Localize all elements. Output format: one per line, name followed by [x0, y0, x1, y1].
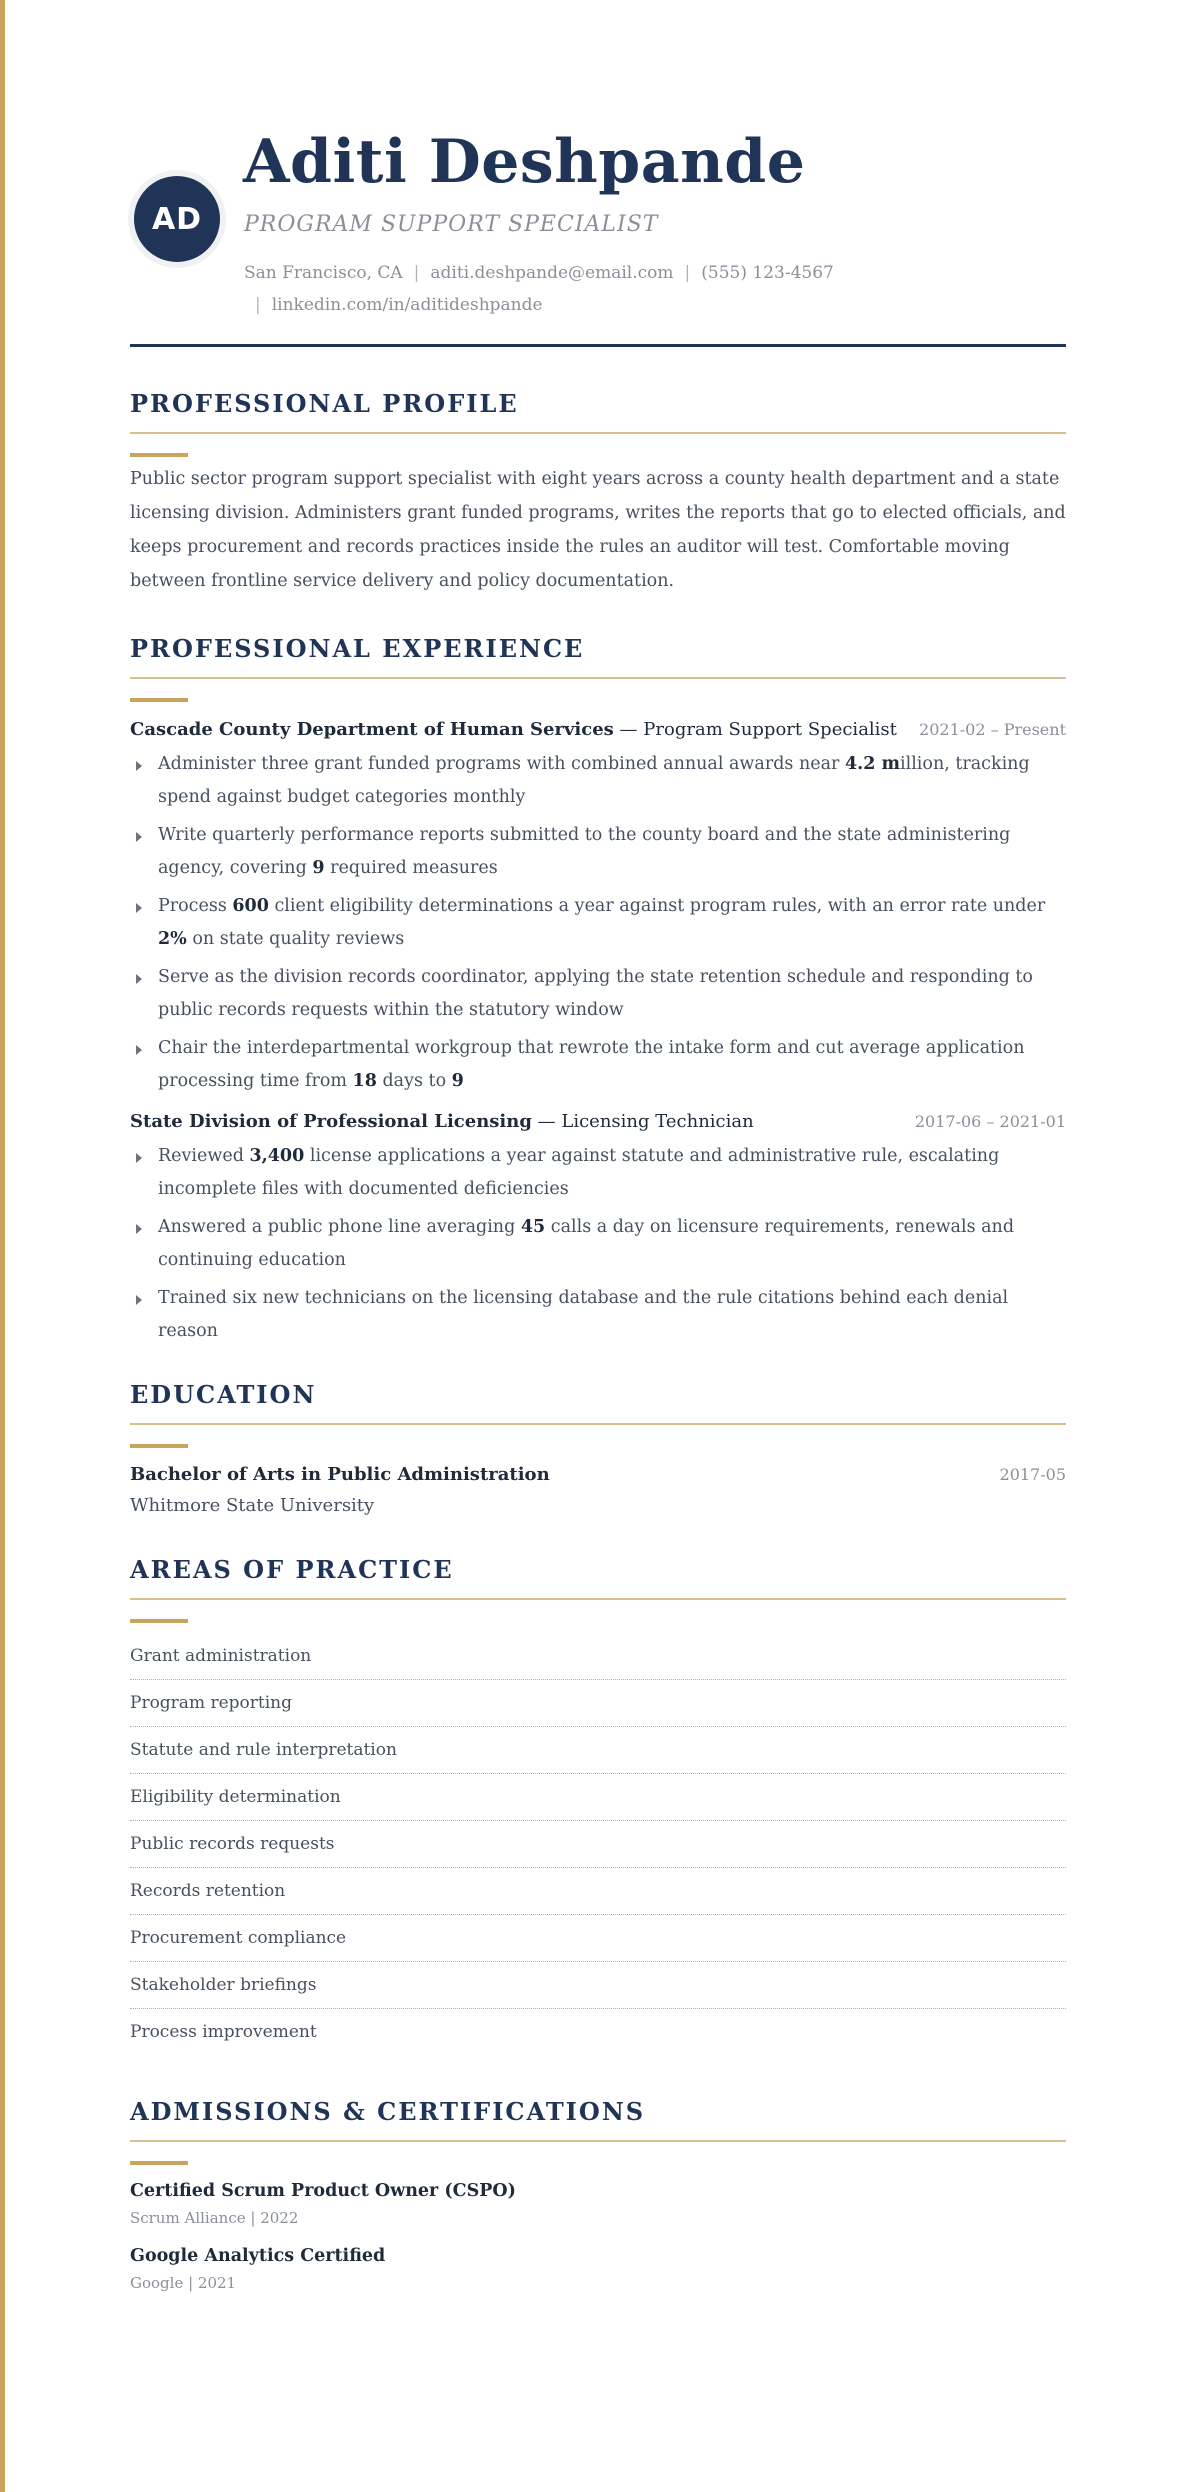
section-accent-bar	[130, 2161, 188, 2165]
section-title: PROFESSIONAL PROFILE	[130, 389, 519, 418]
bullet-text: Reviewed	[158, 1146, 250, 1166]
certification-meta: Scrum Alliance | 2022	[130, 2209, 299, 2227]
job-bullet	[130, 819, 1066, 885]
bullet-metric: 4.2 m	[844, 754, 901, 774]
section-education	[130, 1378, 1066, 1523]
list-item: Public records requests	[130, 1821, 1066, 1868]
job-header	[130, 1108, 1066, 1136]
certification-entry	[130, 2241, 1066, 2295]
resume-header	[130, 0, 1066, 347]
bullet-text: calls a day on licensure requirements, renewals and continuing education	[158, 1217, 1015, 1270]
job-header	[130, 716, 1066, 744]
list-item: Stakeholder briefings	[130, 1962, 1066, 2009]
section-divider	[130, 677, 1066, 679]
bullet-text: Administer three grant funded programs with combined annual awards near	[158, 754, 845, 774]
certification-meta: Google | 2021	[130, 2274, 237, 2292]
job-dates: 2017-06 – 2021-01	[914, 1112, 1066, 1131]
bullet-text: Process	[158, 896, 233, 916]
contact-phone: (555) 123-4567	[701, 263, 834, 283]
section-certifications	[130, 2095, 1066, 2295]
section-accent-bar	[130, 698, 188, 702]
list-item: Records retention	[130, 1868, 1066, 1915]
bullet-metric: 45	[520, 1217, 546, 1237]
list-item: Grant administration	[130, 1633, 1066, 1680]
bullet-text: Chair the interdepartmental workgroup that rewrote the intake form and cut average application processing time from	[158, 1038, 1025, 1091]
list-item: Process improvement	[130, 2022, 317, 2042]
education-degree: Bachelor of Arts in Public Administration	[130, 1464, 550, 1485]
section-accent-bar	[130, 1444, 188, 1448]
contact-info-line-2	[244, 293, 543, 317]
bullet-triangle-icon	[136, 1153, 142, 1163]
bullet-text: license applications a year against statute and administrative rule, escalating incomplete files with documented deficiencies	[158, 1146, 1000, 1199]
contact-separator: |	[684, 263, 691, 283]
job-role: Program Support Specialist	[643, 719, 897, 740]
list-item: Procurement compliance	[130, 1915, 1066, 1962]
job-bullet	[130, 1140, 1066, 1206]
job-bullet	[130, 748, 1066, 814]
section-divider	[130, 432, 1066, 434]
section-divider	[130, 2140, 1066, 2142]
avatar	[128, 170, 226, 268]
bullet-text: required measures	[324, 858, 498, 878]
bullet-metric: 9	[312, 858, 325, 878]
section-accent-bar	[130, 453, 188, 457]
bullet-metric: 18	[352, 1071, 377, 1091]
section-experience	[130, 632, 1066, 1348]
avatar-initials: AD	[134, 176, 220, 262]
section-divider	[130, 1598, 1066, 1600]
list-item: Eligibility determination	[130, 1774, 1066, 1821]
job-dates: 2021-02 – Present	[919, 720, 1066, 739]
bullet-triangle-icon	[136, 974, 142, 984]
job-entry	[130, 716, 1066, 1098]
job-bullet	[130, 1282, 1066, 1348]
section-profile	[130, 387, 1066, 598]
list-item: Program reporting	[130, 1680, 1066, 1727]
bullet-metric: 3,400	[249, 1146, 305, 1166]
bullet-triangle-icon	[136, 761, 142, 771]
job-bullets	[130, 1140, 1066, 1348]
accent-rail	[0, 0, 5, 2492]
bullet-text: Trained six new technicians on the licensing database and the rule citations behind each denial reason	[158, 1288, 1009, 1341]
job-organization: State Division of Professional Licensing	[130, 1111, 532, 1132]
education-header	[130, 1461, 1066, 1489]
job-bullet	[130, 1211, 1066, 1277]
job-entry	[130, 1108, 1066, 1348]
bullet-metric: 9	[451, 1071, 464, 1091]
contact-linkedin[interactable]: linkedin.com/in/aditideshpande	[271, 295, 543, 315]
job-dash: —	[531, 1111, 562, 1132]
bullet-text: Serve as the division records coordinator, applying the state retention schedule and responding to public records requests within the statutory window	[158, 967, 1033, 1020]
job-bullets	[130, 748, 1066, 1098]
candidate-title: PROGRAM SUPPORT SPECIALIST	[244, 212, 659, 237]
bullet-metric: 2%	[158, 929, 187, 949]
bullet-text: on state quality reviews	[186, 929, 405, 949]
bullet-metric: 600	[232, 896, 269, 916]
bullet-text: Write quarterly performance reports submitted to the county board and the state administering agency, covering	[158, 825, 1011, 878]
bullet-triangle-icon	[136, 832, 142, 842]
job-bullet	[130, 890, 1066, 956]
practice-list	[130, 1633, 1066, 2055]
resume-page	[130, 0, 1066, 2295]
list-item: Statute and rule interpretation	[130, 1727, 1066, 1774]
contact-location: San Francisco, CA	[244, 263, 403, 283]
section-title: PROFESSIONAL EXPERIENCE	[130, 634, 585, 663]
job-dash: —	[613, 719, 644, 740]
certification-name: Google Analytics Certified	[130, 2246, 386, 2266]
profile-summary: Public sector program support specialist with eight years across a county health department and a state licensing division. Administers grant funded programs, writes the reports that go to elected officials, and keeps procurement and records practices inside the rules an auditor will test. Comfortable moving between frontline service delivery and policy documentation.	[130, 469, 1066, 591]
bullet-triangle-icon	[136, 1295, 142, 1305]
bullet-text: client eligibility determinations a year against program rules, with an error rate under	[268, 896, 1046, 916]
bullet-triangle-icon	[136, 1045, 142, 1055]
job-role: Licensing Technician	[561, 1111, 754, 1132]
education-school: Whitmore State University	[130, 1495, 375, 1516]
certification-entry	[130, 2176, 1066, 2230]
contact-info	[244, 261, 834, 285]
job-bullet	[130, 961, 1066, 1027]
education-date: 2017-05	[999, 1465, 1066, 1484]
job-organization: Cascade County Department of Human Services	[130, 719, 614, 740]
bullet-text: illion, tracking spend against budget categories monthly	[158, 754, 1030, 807]
certification-name: Certified Scrum Product Owner (CSPO)	[130, 2181, 516, 2201]
bullet-text: Answered a public phone line averaging	[158, 1217, 521, 1237]
candidate-name: Aditi Deshpande	[243, 127, 806, 197]
section-accent-bar	[130, 1619, 188, 1623]
section-title: EDUCATION	[130, 1380, 317, 1409]
bullet-triangle-icon	[136, 1224, 142, 1234]
bullet-text: days to	[376, 1071, 452, 1091]
section-title: ADMISSIONS & CERTIFICATIONS	[130, 2097, 646, 2126]
section-divider	[130, 1423, 1066, 1425]
contact-email[interactable]: aditi.deshpande@email.com	[430, 263, 674, 283]
section-title: AREAS OF PRACTICE	[130, 1555, 454, 1584]
bullet-triangle-icon	[136, 903, 142, 913]
contact-separator: |	[255, 295, 261, 315]
header-divider	[130, 344, 1066, 347]
section-practice	[130, 1553, 1066, 2055]
job-bullet	[130, 1032, 1066, 1098]
contact-separator: |	[413, 263, 420, 283]
